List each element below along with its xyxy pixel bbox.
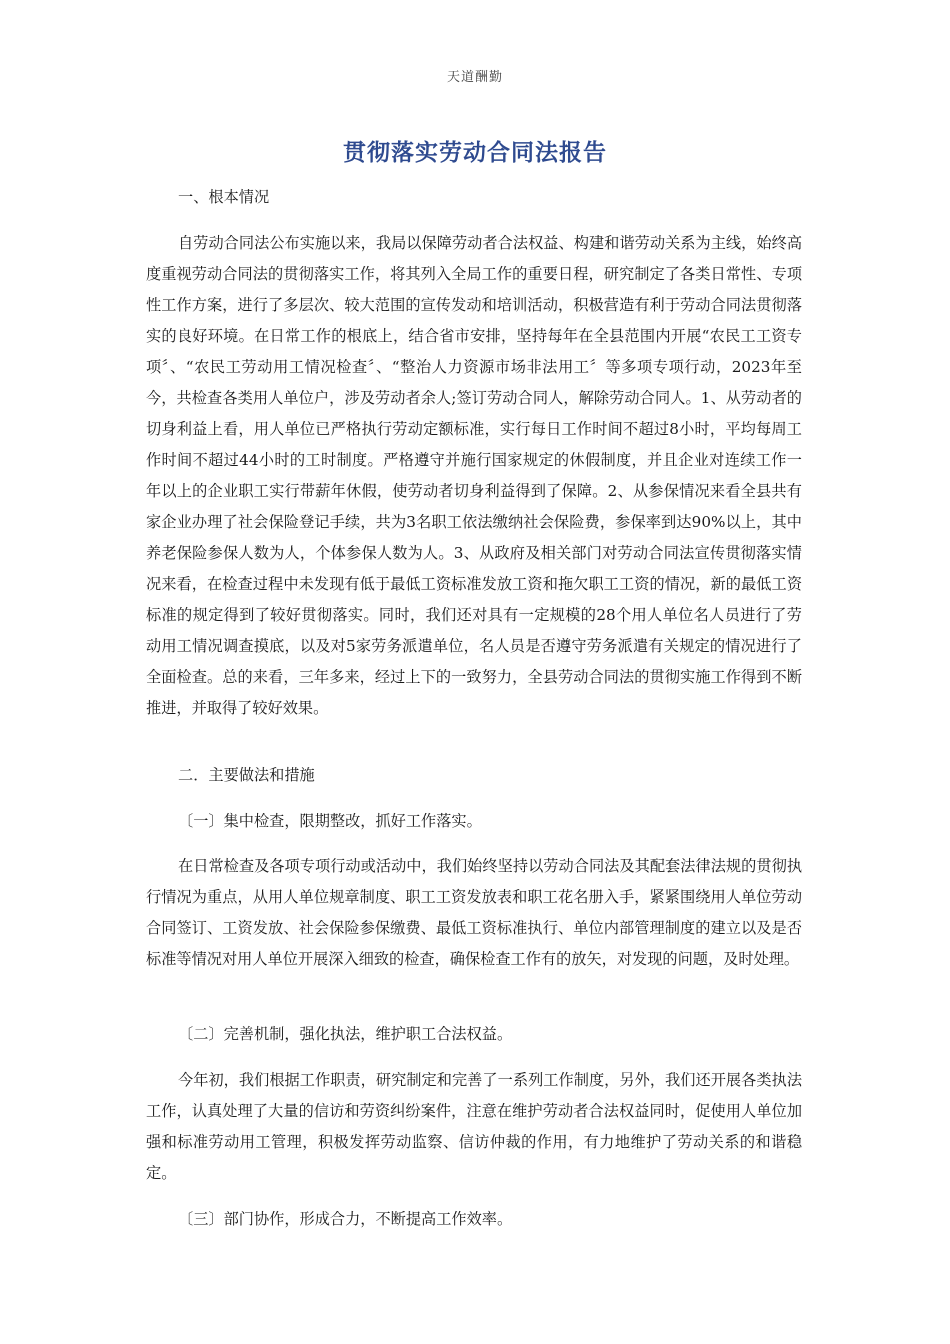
subsection-heading-1: 〔一〕集中检查，限期整改，抓好工作落实。 <box>178 812 482 830</box>
section-heading-basic-situation: 一、根本情况 <box>178 188 270 206</box>
subsection-heading-3: 〔三〕部门协作，形成合力，不断提高工作效率。 <box>178 1210 513 1228</box>
subsection-heading-2: 〔二〕完善机制，强化执法，维护职工合法权益。 <box>178 1025 513 1043</box>
paragraph-subsection-1: 在日常检查及各项专项行动或活动中，我们始终坚持以劳动合同法及其配套法律法规的贯彻执行情况为重点，从用人单位规章制度、职工工资发放表和职工花名册入手，紧紧围绕用人单位劳动合同签订、工资发放、社会保险参保缴费、最低工资标准执行、单位内部管理制度的建立以及是否标准等情况对用人单位开展深入细致的检查，确保检查工作有的放矢，对发现的问题，及时处理。 <box>146 857 802 968</box>
document-title: 贯彻落实劳动合同法报告 <box>343 140 607 166</box>
paragraph-subsection-2: 今年初，我们根据工作职责，研究制定和完善了一系列工作制度，另外，我们还开展各类执法工作，认真处理了大量的信访和劳资纠纷案件，注意在维护劳动者合法权益同时，促使用人单位加强和标准劳动用工管理，积极发挥劳动监察、信访仲裁的作用，有力地维护了劳动关系的和谐稳定。 <box>146 1071 802 1182</box>
page-header: 天道酬勤 <box>446 70 503 85</box>
paragraph-basic-situation: 自劳动合同法公布实施以来，我局以保障劳动者合法权益、构建和谐劳动关系为主线，始终高度重视劳动合同法的贯彻落实工作，将其列入全局工作的重要日程，研究制定了各类日常性、专项性工作方案，进行了多层次、较大范围的宣传发动和培训活动，积极营造有利于劳动合同法贯彻落实的良好环境。在日常工作的根底上，结合省市安排，坚持每年在全县范围内开展“农民工工资专项〞、“农民工劳动用工情况检查〞、“整治人力资源市场非法用工〞等多项专项行动，2023年至今，共检查各类用人单位户，涉及劳动者余人;签订劳动合同人，解除劳动合同人。1、从劳动者的切身利益上看，用人单位已严格执行劳动定额标准，实行每日工作时间不超过8小时，平均每周工作时间不超过44小时的工时制度。严格遵守并施行国家规定的休假制度，并且企业对连续工作一年以上的企业职工实行带薪年休假，使劳动者切身利益得到了保障。2、从参保情况来看全县共有家企业办理了社会保险登记手续，共为3名职工依法缴纳社会保险费，参保率到达90%以上，其中养老保险参保人数为人，个体参保人数为人。3、从政府及相关部门对劳动合同法宣传贯彻落实情况来看，在检查过程中未发现有低于最低工资标准发放工资和拖欠职工工资的情况，新的最低工资标准的规定得到了较好贯彻落实。同时，我们还对具有一定规模的28个用人单位名人员进行了劳动用工情况调查摸底，以及对5家劳务派遣单位，名人员是否遵守劳务派遣有关规定的情况进行了全面检查。总的来看，三年多来，经过上下的一致努力，全县劳动合同法的贯彻实施工作得到不断推进，并取得了较好效果。 <box>146 234 802 717</box>
section-heading-main-measures: 二．主要做法和措施 <box>178 766 315 784</box>
